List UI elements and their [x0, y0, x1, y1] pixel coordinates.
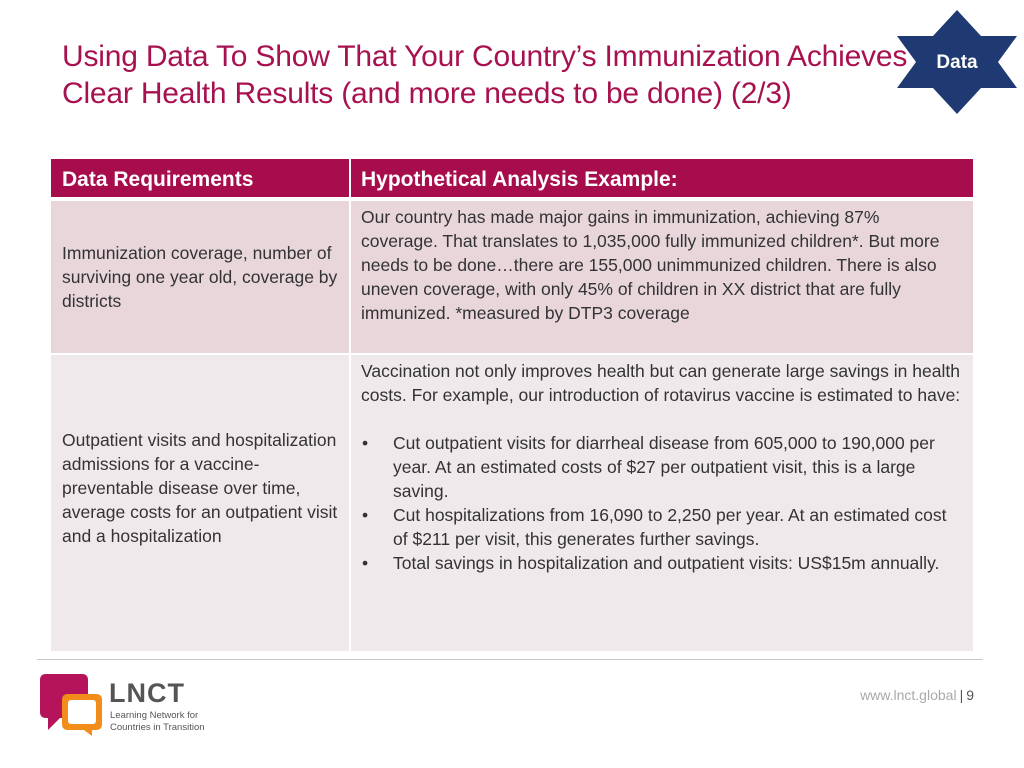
- bullet-text: Cut hospitalizations from 16,090 to 2,250 per year. At an estimated cost of $211 per visit, this generates further savings.: [393, 505, 947, 549]
- footer-url[interactable]: www.lnct.global: [860, 687, 957, 703]
- footer-divider: [37, 659, 983, 660]
- logo-name: LNCT: [109, 678, 185, 708]
- savings-bullet-list: [361, 431, 961, 575]
- header-data-requirements: Data Requirements: [51, 159, 349, 197]
- badge-label: Data: [936, 52, 978, 73]
- slide-title: Using Data To Show That Your Country’s Immunization Achieves Clear Health Results (and more needs to be done) (2/3): [62, 40, 908, 110]
- bullet-item: [361, 431, 961, 503]
- lnct-logo: [38, 672, 228, 738]
- logo-tagline: Learning Network for Countries in Transition: [110, 710, 205, 733]
- bullet-item: [361, 503, 961, 551]
- footer-meta: [860, 687, 974, 703]
- row1-example-text: Our country has made major gains in immunization, achieving 87% coverage. That translates to 1,035,000 fully immunized children*. But more needs to be done…there are 155,000 unimmunized children. There is also uneven coverage, with only 45% of children in XX district that are fully immunized. *measured by DTP3 coverage: [361, 207, 940, 323]
- row2-requirement: [51, 355, 349, 651]
- row2-example-intro: Vaccination not only improves health but can generate large savings in health costs. For example, our introduction of rotavirus vaccine is estimated to have:: [361, 361, 961, 405]
- row1-example: [351, 201, 973, 353]
- bullet-text: Cut outpatient visits for diarrheal disease from 605,000 to 190,000 per year. At an estimated costs of $27 per outpatient visit, this is a large saving.: [393, 433, 935, 501]
- row1-requirement-text: Immunization coverage, number of surviving one year old, coverage by districts: [62, 243, 338, 311]
- speech-bubbles-logo-icon: [38, 672, 104, 736]
- data-table: [51, 159, 973, 651]
- footer-separator: |: [959, 687, 964, 703]
- row1-requirement: [51, 201, 349, 353]
- bullet-icon: •: [362, 553, 369, 573]
- page-number: 9: [966, 687, 974, 703]
- bullet-item: [361, 551, 961, 575]
- row2-example: [351, 355, 973, 651]
- data-badge: [896, 10, 1018, 114]
- row2-requirement-text: Outpatient visits and hospitalization admissions for a vaccine-preventable disease over time, average costs for an outpatient visit and a hospitalization: [62, 430, 338, 546]
- header-analysis-example: Hypothetical Analysis Example:: [351, 159, 973, 197]
- bullet-text: Total savings in hospitalization and outpatient visits: US$15m annually.: [393, 553, 940, 573]
- bullet-icon: •: [362, 505, 369, 525]
- bullet-icon: •: [362, 433, 369, 453]
